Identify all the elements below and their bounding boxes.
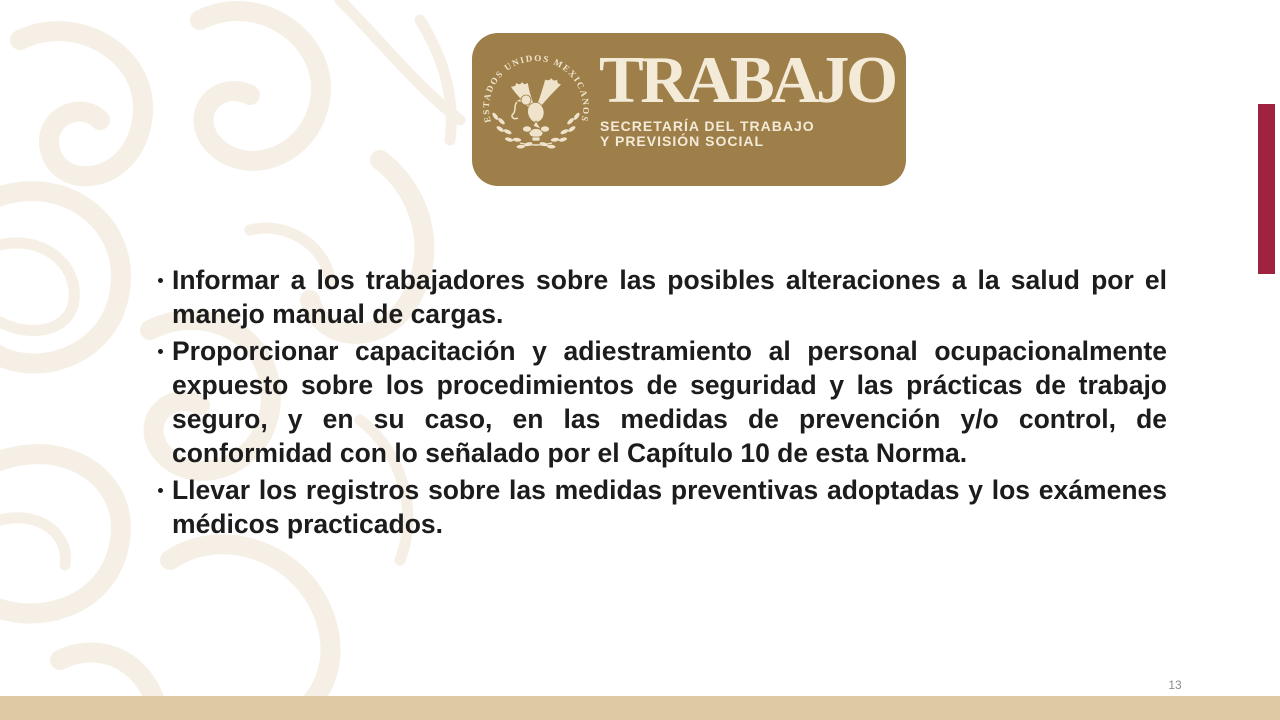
logo-subtitle-line1: SECRETARÍA DEL TRABAJO xyxy=(600,118,815,134)
bullet-dot-icon xyxy=(158,349,163,354)
accent-bar xyxy=(1258,104,1275,274)
serpent xyxy=(512,102,518,119)
seal-leaf xyxy=(567,125,576,133)
bullet-text: Informar a los trabajadores sobre las posibles alteraciones a la salud por el manejo manual de cargas. xyxy=(172,265,1167,329)
seal-leaf xyxy=(496,125,505,133)
seal-leaf xyxy=(547,144,556,148)
seal-leaf xyxy=(491,112,499,121)
seal-leaf xyxy=(516,144,525,148)
seal-leaf xyxy=(497,117,506,126)
seal-leaf xyxy=(503,128,512,135)
seal-leaf xyxy=(566,117,575,126)
bullet-item xyxy=(172,473,1167,541)
seal-leaf xyxy=(504,137,513,143)
logo-box xyxy=(472,33,906,186)
seal-leaf xyxy=(573,112,581,121)
bullet-item xyxy=(172,263,1167,331)
seal-text: ESTADOS UNIDOS MEXICANOS xyxy=(480,52,592,124)
bullet-item xyxy=(172,334,1167,470)
footer-band xyxy=(0,696,1280,720)
bullet-dot-icon xyxy=(158,488,163,493)
eagle-emblem xyxy=(510,77,562,141)
coat-of-arms-icon xyxy=(480,52,592,164)
logo-title: TRABAJO xyxy=(599,43,895,117)
seal-leaf xyxy=(560,128,569,135)
logo-subtitle-line2: Y PREVISIÓN SOCIAL xyxy=(600,133,764,149)
seal-leaf xyxy=(551,137,560,142)
seal-leaf xyxy=(558,137,567,143)
page-number: 13 xyxy=(1168,678,1182,692)
bullet-dot-icon xyxy=(158,278,163,283)
bullet-list xyxy=(172,263,1167,541)
seal-leaf xyxy=(513,137,522,142)
bullet-text: Llevar los registros sobre las medidas preventivas adoptadas y los exámenes médicos practicados. xyxy=(172,475,1167,539)
seal-base xyxy=(520,143,552,145)
bullet-text: Proporcionar capacitación y adiestramiento al personal ocupacionalmente expuesto sobre los procedimientos de seguridad y las prácticas de trabajo seguro, y en su caso, en las medidas de prevención y/o control, de conformidad con lo señalado por el Capítulo 10 de esta Norma. xyxy=(172,336,1167,468)
